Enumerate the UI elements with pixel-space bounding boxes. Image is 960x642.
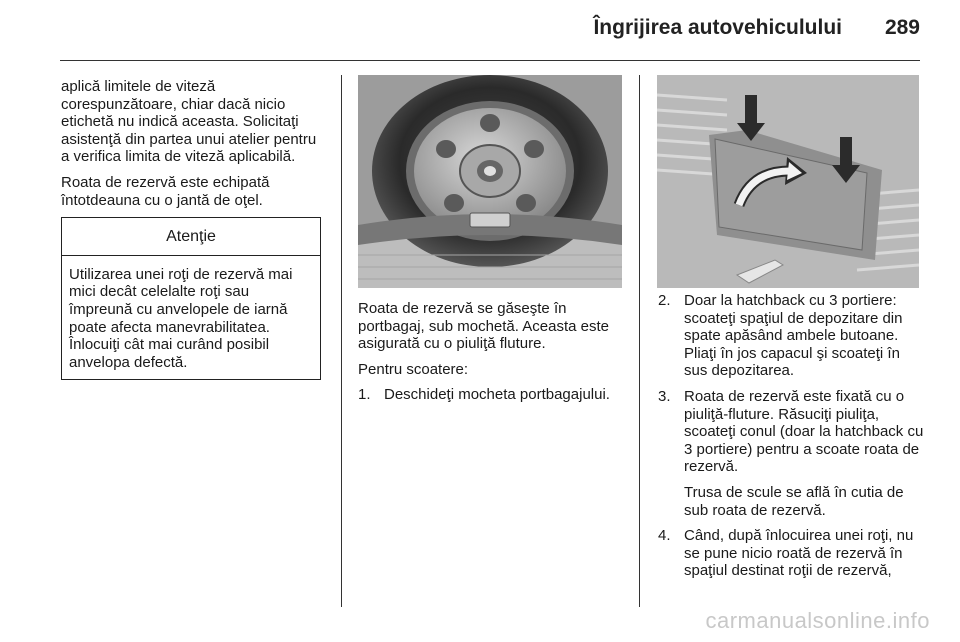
step-number: 3. (658, 387, 671, 405)
paragraph-steel-rim: Roata de rezervă este echipată întotdeauna cu o jantă de oţel. (61, 173, 270, 209)
step-text: Doar la hatchback cu 3 portiere: scoateţi spaţiul de depozitare din spate apăsând ambele butoane. Pliaţi în jos capacul şi scoateţi în sus depozitarea. (684, 292, 903, 380)
step-extra-text: Trusa de scule se află în cutia de sub roata de rezervă. (684, 483, 904, 519)
list-item (358, 386, 628, 404)
storage-compartment-illustration (657, 75, 919, 288)
step-number: 2. (658, 292, 671, 309)
column-divider-left (341, 75, 342, 607)
list-item (658, 527, 924, 580)
column-divider-right (639, 75, 640, 607)
list-item (658, 292, 924, 380)
column-right (658, 292, 924, 588)
paragraph-spare-location: Roata de rezervă se găseşte în portbagaj, sub mochetă. Aceasta este asigurată cu o piuliţă fluture. (358, 300, 609, 353)
warning-box (61, 217, 321, 380)
step-number: 4. (658, 527, 671, 545)
page-number: 289 (884, 16, 920, 39)
column-middle (358, 300, 628, 412)
storage-compartment-photo (657, 75, 919, 288)
removal-steps-list-continued (658, 292, 924, 580)
warning-title: Atenţie (62, 218, 320, 256)
watermark: carmanualsonline.info (705, 608, 930, 633)
column-left (61, 78, 327, 380)
spare-wheel-illustration (358, 75, 622, 288)
removal-steps-list (358, 386, 628, 404)
warning-body: Utilizarea unei roţi de rezervă mai mici decât celelalte roţi sau împreună cu anvelopele de iarnă poate afecta manevrabilitatea. Înlocuiţi cât mai curând posibil anvelopa defectă. (69, 265, 293, 371)
step-text: Când, după înlocuirea unei roţi, nu se pune nicio roată de rezervă în spaţiul destinat roţii de rezervă, (684, 527, 914, 580)
paragraph-removal-intro: Pentru scoatere: (358, 360, 469, 378)
page-header (0, 0, 960, 62)
step-number: 1. (358, 386, 371, 404)
paragraph-speed-limit: aplică limitele de viteză corespunzătoare, chiar dacă nicio etichetă nu indică aceasta. Solicitaţi asistenţă din partea unui atelier pentru a verifica limita de viteză aplicabilă. (61, 78, 317, 166)
spare-wheel-photo (358, 75, 622, 288)
step-text: Roata de rezervă este fixată cu o piuliţă-fluture. Răsuciţi piuliţa, scoateţi conul (doar la hatchback cu 3 portiere) pentru a scoate roata de rezervă. (684, 387, 924, 476)
header-title: Îngrijirea autovehiculului (593, 16, 842, 39)
list-item (658, 388, 924, 519)
step-text: Deschideţi mocheta portbagajului. (384, 386, 610, 404)
header-rule (60, 60, 920, 61)
